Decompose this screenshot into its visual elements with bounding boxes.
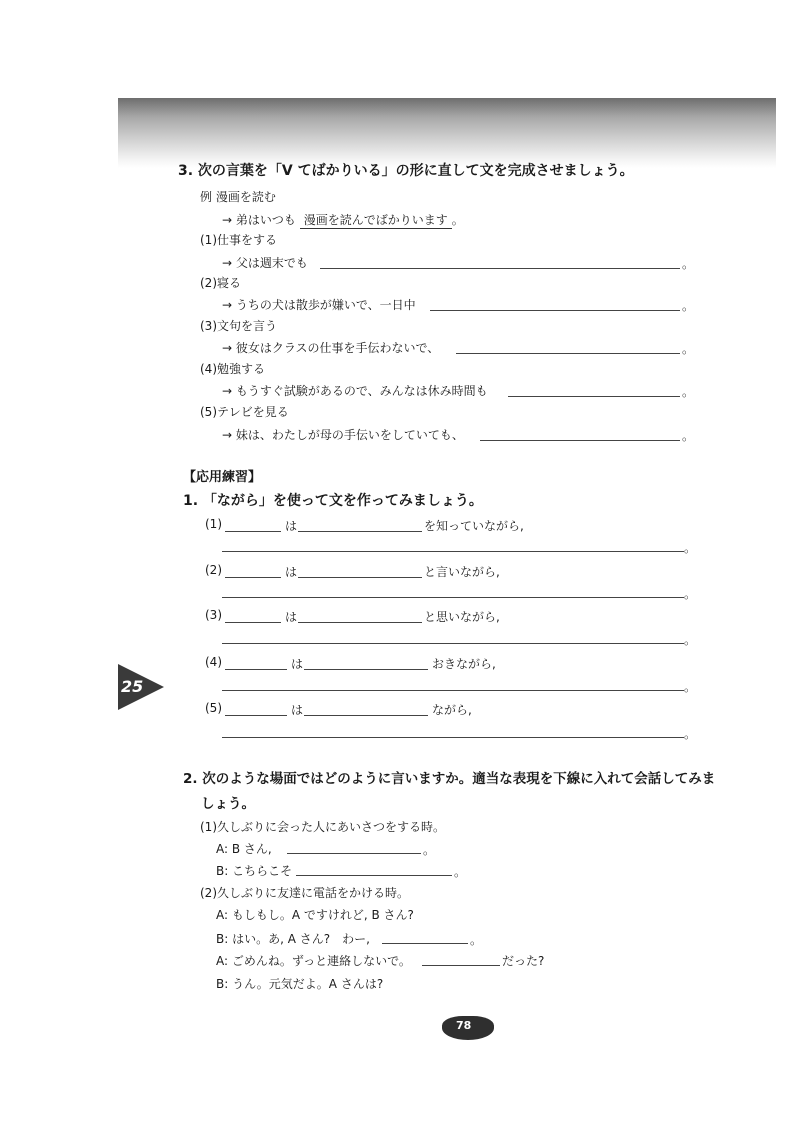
ex1-item-ending: おきながら, [432,657,496,671]
ex3-item-prompt: → うちの犬は散歩が嫌いで、一日中 [222,298,416,312]
ex1-item-num: (5) [205,701,222,715]
unit-number: 25 [121,677,144,696]
ex1-item-ending: を知っていながら, [424,519,524,533]
ex1-item-ending: ながら, [432,703,472,717]
scene2-line3-suffix: だった? [502,954,545,968]
wa-particle: は [285,565,298,579]
wa-particle: は [291,703,304,717]
dialogue-blank[interactable] [382,943,468,944]
dialogue-blank[interactable] [287,853,421,854]
answer-line[interactable] [508,396,680,397]
answer-line[interactable] [430,310,680,311]
answer-line[interactable] [480,440,680,441]
period: 。 [682,385,695,399]
answer-line[interactable] [222,737,684,738]
period: 。 [684,633,697,647]
applied-ex2-heading: 2. 次のような場面ではどのように言いますか。適当な表現を下線に入れて会話してみま [183,771,716,787]
period: 。 [470,933,483,947]
blank-subject[interactable] [225,715,287,716]
blank-subject[interactable] [225,622,281,623]
blank-object[interactable] [298,577,422,578]
ex3-item-label: (2)寝る [200,276,241,290]
example-period: 。 [451,213,464,227]
wa-particle: は [285,519,298,533]
period: 。 [684,541,697,555]
example-label: 例 漫画を読む [200,190,276,204]
answer-line[interactable] [456,353,680,354]
header-band [118,98,776,168]
dialogue-blank[interactable] [296,875,452,876]
applied-ex2-heading-cont: しょう。 [201,796,255,812]
ex3-item-label: (3)文句を言う [200,319,277,333]
blank-subject[interactable] [225,531,281,532]
example-prefix: → 弟はいつも [222,213,296,227]
period: 。 [684,727,697,741]
example-sentence [222,211,464,229]
example-answer: 漫画を読んでばかりいます [300,211,452,229]
wa-particle: は [285,610,298,624]
exercise3-heading: 3. 次の言葉を「V てばかりいる」の形に直して文を完成させましょう。 [178,163,634,179]
scene1-line-a: A: B さん, [216,842,272,856]
answer-line[interactable] [222,597,684,598]
answer-line[interactable] [320,268,680,269]
ex3-item-label: (4)勉強する [200,362,265,376]
dialogue-blank[interactable] [422,965,500,966]
scene2-line3: A: ごめんね。ずっと連絡しないで。 [216,954,411,968]
ex3-item-label: (1)仕事をする [200,233,277,247]
period: 。 [454,865,467,879]
blank-object[interactable] [304,715,428,716]
scene2-line1: A: もしもし。A ですけれど, B さん? [216,908,414,922]
scene1-title: (1)久しぶりに会った人にあいさつをする時。 [200,820,445,834]
ex3-item-label: (5)テレビを見る [200,405,289,419]
period: 。 [684,587,697,601]
applied-ex1-heading: 1. 「ながら」を使って文を作ってみましょう。 [183,493,483,509]
wa-particle: は [291,657,304,671]
answer-line[interactable] [222,690,684,691]
scene2-title: (2)久しぶりに友達に電話をかける時。 [200,886,409,900]
blank-subject[interactable] [225,577,281,578]
answer-line[interactable] [222,551,684,552]
ex1-item-ending: と思いながら, [424,610,500,624]
period: 。 [682,257,695,271]
answer-line[interactable] [222,643,684,644]
applied-title: 【応用練習】 [183,470,262,485]
blank-object[interactable] [304,669,428,670]
period: 。 [684,680,697,694]
blank-object[interactable] [298,531,422,532]
blank-subject[interactable] [225,669,287,670]
ex1-item-num: (4) [205,655,222,669]
scene1-line-b: B: こちらこそ [216,864,293,878]
ex1-item-num: (2) [205,563,222,577]
period: 。 [682,342,695,356]
period: 。 [682,429,695,443]
ex1-item-num: (1) [205,517,222,531]
ex1-item-ending: と言いながら, [424,565,500,579]
scene2-line2: B: はい。あ, A さん? わー, [216,932,370,946]
ex3-item-prompt: → 彼女はクラスの仕事を手伝わないで、 [222,341,440,355]
page-number: 78 [456,1019,472,1032]
ex3-item-prompt: → 父は週末でも [222,256,308,270]
ex1-item-num: (3) [205,608,222,622]
period: 。 [682,299,695,313]
scene2-line4: B: うん。元気だよ。A さんは? [216,977,384,991]
ex3-item-prompt: → もうすぐ試験があるので、みんなは休み時間も [222,384,488,398]
blank-object[interactable] [298,622,422,623]
ex3-item-prompt: → 妹は、わたしが母の手伝いをしていても、 [222,428,464,442]
period: 。 [423,843,436,857]
